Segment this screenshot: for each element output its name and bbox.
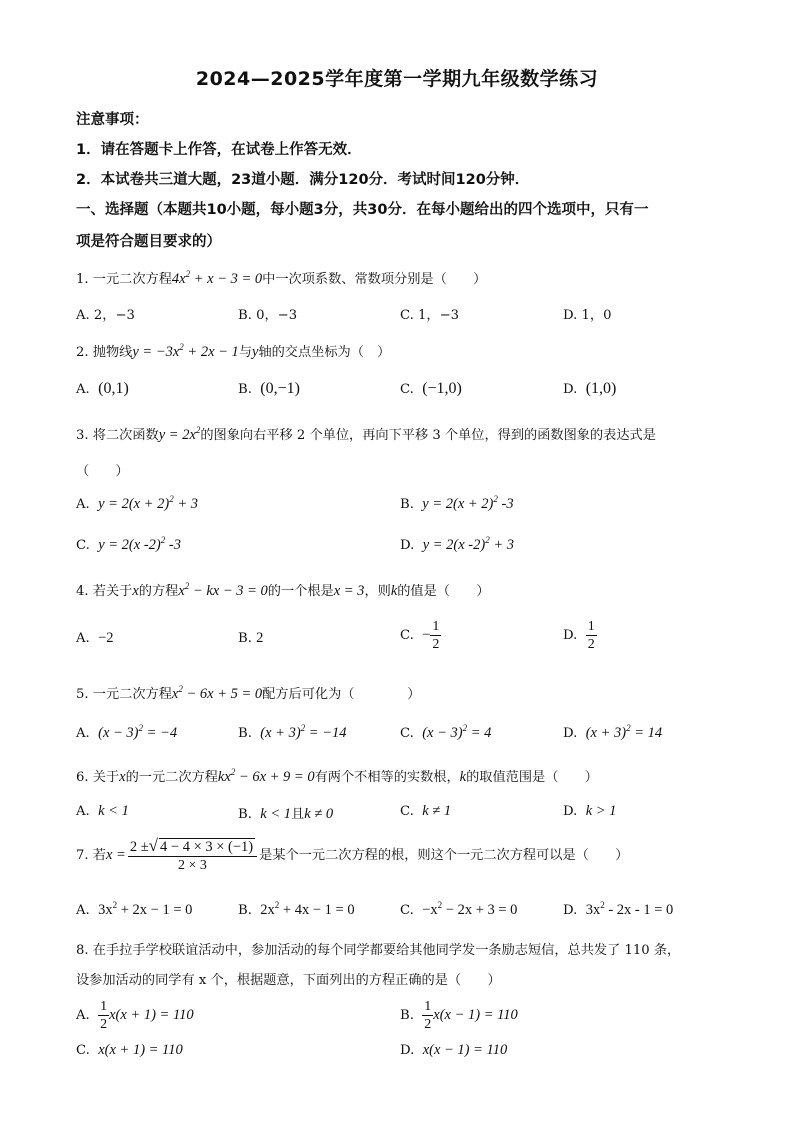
- option-letter: C.: [76, 538, 90, 553]
- option-value: $2x^2 + 4x - 1 = 0$: [260, 900, 355, 918]
- question-5: [76, 683, 420, 703]
- fraction-numerator: 1: [100, 999, 108, 1014]
- option-letter: A.: [76, 804, 90, 819]
- question-3-blank: （ ）: [76, 464, 129, 479]
- option-value: x(x + 1) = 110: [98, 1042, 183, 1058]
- q8-option-a[interactable]: [76, 998, 194, 1033]
- option-letter: A.: [76, 1008, 90, 1023]
- option-letter: B.: [238, 382, 252, 397]
- option-letter: A.: [76, 726, 90, 741]
- question-7-suffix: 是某个一元二次方程的根，则这个一元二次方程可以是（ ）: [259, 848, 629, 863]
- option-value: y = 2(x -2)$^2$ + 3: [422, 535, 515, 553]
- option-value: $(x - 3)^2 = 4$: [422, 723, 492, 741]
- question-1-equation: $4x^2 + x - 3 = 0$: [171, 269, 263, 287]
- option-value: $-x^2 - 2x + 3 = 0$: [422, 900, 518, 918]
- question-4-text: 的方程: [138, 584, 179, 599]
- option-value: k > 1: [585, 803, 617, 819]
- variable-k: k: [390, 583, 398, 599]
- fraction: [98, 998, 109, 1033]
- option-value: x(x − 1) = 110: [422, 1042, 508, 1058]
- option-letter: D.: [563, 903, 578, 918]
- option-value: $3x^2 - 2x - 1 = 0$: [585, 900, 674, 918]
- q4-option-c[interactable]: [400, 618, 441, 653]
- question-2-mid: 与: [238, 345, 252, 360]
- q3-option-a[interactable]: [76, 496, 198, 513]
- fraction-denominator: 2: [432, 637, 440, 652]
- option-letter: B.: [400, 497, 414, 512]
- option-letter: C.: [76, 1043, 90, 1058]
- q2-option-d[interactable]: [563, 380, 616, 398]
- q8-option-d[interactable]: [400, 1042, 507, 1059]
- q3-option-d[interactable]: [400, 537, 514, 554]
- question-4-text: 的值是（ ）: [397, 584, 490, 599]
- q7-option-b[interactable]: [238, 902, 355, 919]
- question-7: [76, 837, 628, 874]
- option-letter: D.: [563, 804, 578, 819]
- question-2-equation: $y = -3x^2 + 2x - 1$: [132, 342, 239, 360]
- numerator-term: 2 ±: [129, 839, 149, 855]
- option-value: $y = 2(x + 2)^2$ -3: [422, 494, 514, 512]
- fraction-denominator: 2 × 3: [178, 858, 207, 873]
- q1-option-c[interactable]: C. 1，−3: [400, 308, 460, 323]
- q2-option-a[interactable]: [76, 380, 129, 398]
- question-4-text: 4. 若关于: [76, 584, 133, 599]
- option-value: $(x + 3)^2 = 14$: [585, 723, 663, 741]
- option-letter: B.: [238, 807, 252, 822]
- notice-item-2: 2．本试卷共三道大题，23道小题．满分120分．考试时间120分钟．: [76, 172, 530, 188]
- option-value: $3x^2 + 2x - 1 = 0$: [98, 900, 193, 918]
- question-8-line1: 8. 在手拉手学校联谊活动中，参加活动的每个同学都要给其他同学发一条励志短信，总共发了 110 条，: [76, 943, 681, 958]
- question-1: [76, 268, 486, 288]
- question-7-lhs: x =: [105, 847, 126, 863]
- q6-option-b[interactable]: [238, 803, 333, 823]
- option-letter: C.: [400, 628, 414, 643]
- variable-x: x: [132, 583, 139, 599]
- q5-option-b[interactable]: [238, 725, 347, 742]
- question-7-prefix: 7. 若: [76, 848, 106, 863]
- option-letter: C.: [400, 804, 414, 819]
- question-2: [76, 341, 390, 361]
- option-value: −2: [98, 630, 114, 646]
- q7-option-a[interactable]: [76, 902, 192, 919]
- option-letter: B.: [238, 903, 252, 918]
- option-letter: A.: [76, 903, 90, 918]
- option-value: x(x − 1) = 110: [433, 1007, 518, 1023]
- option-value: $(x + 3)^2 = -14$: [260, 723, 347, 741]
- question-1-suffix: 中一次项系数、常数项分别是（ ）: [262, 272, 487, 287]
- option-conjunction: 且: [291, 807, 305, 822]
- question-2-suffix: 轴的交点坐标为（ ）: [258, 345, 391, 360]
- q1-option-b[interactable]: B. 0，−3: [238, 308, 298, 323]
- option-letter: B.: [238, 726, 252, 741]
- fraction-denominator: 2: [424, 1017, 432, 1032]
- fraction-numerator: 1: [424, 999, 432, 1014]
- option-letter: A.: [76, 497, 90, 512]
- question-6: [76, 766, 598, 786]
- option-value: x(x + 1) = 110: [109, 1007, 194, 1023]
- q4-option-b[interactable]: [238, 630, 263, 647]
- fraction-numerator: [128, 837, 257, 857]
- q5-option-d[interactable]: [563, 725, 662, 742]
- question-2-prefix: 2. 抛物线: [76, 345, 133, 360]
- q3-option-b[interactable]: [400, 496, 514, 513]
- fraction: [586, 618, 597, 653]
- option-letter: C.: [400, 382, 414, 397]
- q8-option-b[interactable]: [400, 998, 518, 1033]
- question-3: [76, 424, 656, 444]
- option-value: (0,1): [98, 380, 129, 397]
- option-value: 2: [256, 630, 264, 646]
- notice-item-1: 1．请在答题卡上作答，在试卷上作答无效．: [76, 142, 362, 158]
- q2-option-b[interactable]: [238, 380, 300, 398]
- question-5-suffix: 配方后可化为（ ）: [262, 687, 421, 702]
- option-letter: D.: [563, 726, 578, 741]
- option-value: (1,0): [585, 380, 617, 397]
- quadratic-formula-fraction: [128, 837, 257, 874]
- q6-option-c[interactable]: [400, 803, 451, 820]
- q6-option-d[interactable]: [563, 803, 616, 820]
- option-value: k ≠ 0: [304, 806, 334, 822]
- page-title: 2024—2025学年度第一学期九年级数学练习: [195, 68, 599, 90]
- q2-option-c[interactable]: [400, 380, 462, 398]
- option-value: $(x - 3)^2 = -4$: [98, 723, 178, 741]
- question-6-equation: $kx^2 - 6x + 9 = 0$: [217, 767, 315, 785]
- question-2-var: y: [252, 344, 259, 360]
- option-letter: D.: [563, 628, 578, 643]
- q8-option-c[interactable]: [76, 1042, 183, 1059]
- fraction-numerator: 1: [432, 619, 440, 634]
- question-3-prefix: 3. 将二次函数: [76, 428, 159, 443]
- question-4-text: 的一个根是: [267, 584, 334, 599]
- question-5-prefix: 5. 一元二次方程: [76, 687, 172, 702]
- option-letter: B.: [238, 631, 252, 646]
- option-sign: −: [422, 627, 431, 643]
- fraction-denominator: 2: [587, 637, 595, 652]
- option-letter: A.: [76, 382, 90, 397]
- question-6-text: 的一元二次方程: [125, 770, 218, 785]
- section-heading-line1: 一、选择题（本题共10小题，每小题3分，共30分．在每小题给出的四个选项中，只有一: [76, 202, 649, 218]
- q7-option-c[interactable]: [400, 902, 517, 919]
- option-letter: D.: [400, 538, 415, 553]
- q1-option-d[interactable]: D. 1，0: [563, 308, 612, 323]
- fraction: [430, 618, 441, 653]
- radicand: 4 − 4 × 3 × (−1): [160, 839, 254, 855]
- option-value: k < 1: [98, 803, 129, 819]
- question-4-text: ，则: [364, 584, 391, 599]
- option-value: y = 2(x -2)$^2$ -3: [98, 535, 181, 553]
- question-6-text: 的取值范围是（ ）: [466, 770, 598, 785]
- question-5-equation: $x^2 - 6x + 5 = 0$: [171, 684, 263, 702]
- option-value: k ≠ 1: [422, 803, 452, 819]
- option-value: (0,−1): [260, 380, 300, 397]
- q1-option-a[interactable]: A. 2，−3: [76, 308, 135, 323]
- option-value: (−1,0): [422, 380, 462, 397]
- option-letter: D.: [400, 1043, 415, 1058]
- question-8-line2: 设参加活动的同学有 x 个，根据题意，下面列出的方程正确的是（ ）: [76, 973, 501, 988]
- fraction: [422, 998, 433, 1033]
- question-4-root: x = 3: [333, 583, 365, 599]
- notice-heading: 注意事项：: [76, 112, 149, 128]
- option-value: k < 1: [260, 806, 292, 822]
- q3-option-c[interactable]: [76, 537, 181, 554]
- option-letter: D.: [563, 382, 578, 397]
- q6-option-a[interactable]: [76, 803, 129, 820]
- q4-option-d[interactable]: [563, 618, 597, 653]
- variable-k: k: [459, 769, 467, 785]
- q5-option-a[interactable]: [76, 725, 177, 742]
- question-1-prefix: 1. 一元二次方程: [76, 272, 172, 287]
- option-letter: C.: [400, 726, 414, 741]
- q7-option-d[interactable]: [563, 902, 673, 919]
- option-letter: B.: [400, 1008, 414, 1023]
- question-6-text: 6. 关于: [76, 770, 120, 785]
- q4-option-a[interactable]: [76, 630, 114, 647]
- question-4: [76, 580, 490, 600]
- option-letter: C.: [400, 903, 414, 918]
- question-6-text: 有两个不相等的实数根，: [314, 770, 460, 785]
- fraction-denominator: 2: [100, 1017, 108, 1032]
- sqrt-symbol: √: [148, 836, 159, 855]
- fraction-numerator: 1: [587, 619, 595, 634]
- option-letter: A.: [76, 631, 90, 646]
- q5-option-c[interactable]: [400, 725, 491, 742]
- section-heading-line2: 项是符合题目要求的）: [76, 234, 221, 250]
- option-value: $y = 2(x + 2)^2 + 3$: [98, 494, 199, 512]
- variable-x: x: [119, 769, 126, 785]
- question-4-equation: $x^2$ − kx − 3 = 0: [178, 581, 268, 599]
- question-3-suffix: 的图象向右平移 2 个单位，再向下平移 3 个单位，得到的函数图象的表达式是: [200, 428, 656, 443]
- question-3-function: $y = 2x^2$: [158, 425, 201, 443]
